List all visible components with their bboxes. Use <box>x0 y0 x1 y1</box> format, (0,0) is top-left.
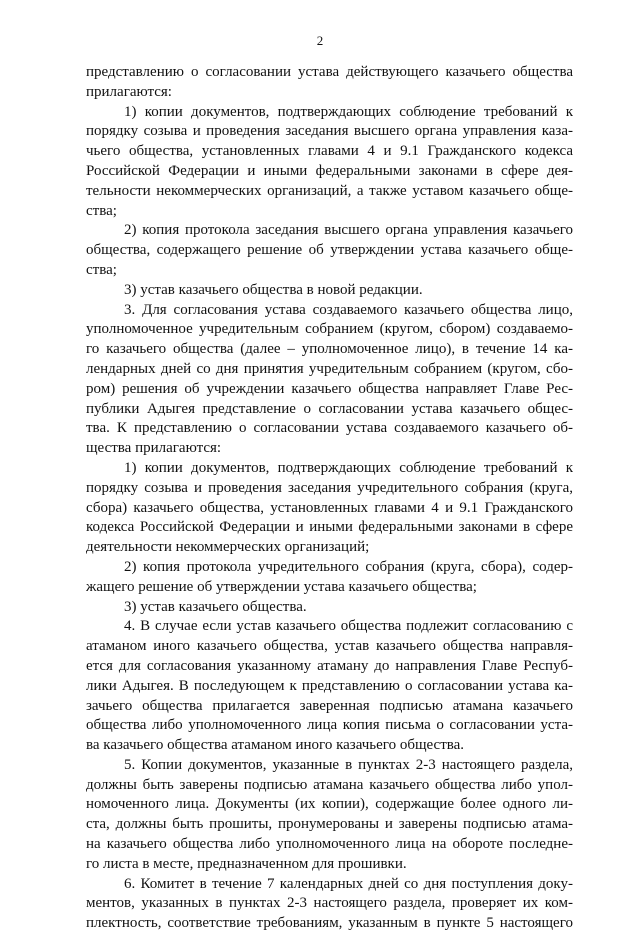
text-line: ментов, указанных в пунктах 2-3 настоящего раздела, проверяет их ком- <box>86 895 573 912</box>
text-line: 3) устав казачьего общества. <box>124 598 307 615</box>
text-line: публики Адыгея представление о согласовании устава казачьего общес- <box>86 400 573 417</box>
text-line: 1) копии документов, подтверждающих соблюдение требований к <box>124 459 573 476</box>
text-line: на казачьего общества либо уполномоченного лица на обороте последне- <box>86 836 573 853</box>
text-line: Российской Федерации и иными федеральными законами в сфере дея- <box>86 162 573 179</box>
text-line: чьего общества, установленных главами 4 и 9.1 Гражданского кодекса <box>86 143 573 160</box>
text-line: зачьего общества прилагается заверенная подписью атамана казачьего <box>86 697 573 714</box>
text-line: 2) копия протокола заседания высшего органа управления казачьего <box>124 222 573 239</box>
text-line: атаманом иного казачьего общества, устав казачьего общества направля- <box>86 638 573 655</box>
text-line: ства; <box>86 202 117 219</box>
text-line: тва. К представлению о согласовании устава создаваемого казачьего об- <box>86 420 573 437</box>
text-line: представлению о согласовании устава действующего казачьего общества <box>86 64 573 80</box>
text-line: лики Адыгея. В последующем к представлению о согласовании устава ка- <box>86 677 573 694</box>
text-line: деятельности некоммерческих организаций; <box>86 539 370 556</box>
text-line: 6. Комитет в течение 7 календарных дней со дня поступления доку- <box>124 875 573 892</box>
text-line: ва казачьего общества атаманом иного казачьего общества. <box>86 737 465 754</box>
text-line: ется для согласования указанному атаману до направления Главе Респуб- <box>86 657 573 674</box>
text-line: тельности некоммерческих организаций, а также уставом казачьего обще- <box>86 182 573 199</box>
text-line: 5. Копии документов, указанные в пунктах 2-3 настоящего раздела, <box>124 756 573 773</box>
text-line: сбора) казачьего общества, установленных главами 4 и 9.1 Гражданского <box>86 499 573 516</box>
document-body <box>86 63 573 934</box>
text-line: ства; <box>86 261 117 278</box>
text-line: 1) копии документов, подтверждающих соблюдение требований к <box>124 103 573 120</box>
text-line: уполномоченное учредительным собранием (кругом, сбором) создаваемо- <box>86 321 573 338</box>
page-number: 2 <box>316 33 324 48</box>
text-line: 3. Для согласования устава создаваемого казачьего общества лицо, <box>124 301 573 318</box>
text-line: ста, должны быть прошиты, пронумерованы и заверены подписью атама- <box>86 816 573 833</box>
text-line: го казачьего общества (далее – уполномоченное лицо), в течение 14 ка- <box>86 341 573 358</box>
text-line: общества, содержащего решение об утверждении устава казачьего обще- <box>86 242 573 259</box>
text-line: 4. В случае если устав казачьего общества подлежит согласованию с <box>124 618 573 635</box>
text-line: порядку созыва и проведения заседания учредительного собрания (круга, <box>86 479 573 496</box>
text-line: ром) решения об учреждении казачьего общества направляет Главе Рес- <box>86 380 573 397</box>
text-line: 3) устав казачьего общества в новой редакции. <box>124 281 423 298</box>
text-line: щества прилагаются: <box>86 440 222 457</box>
text-line: 2) копия протокола учредительного собрания (круга, сбора), содер- <box>124 558 573 575</box>
text-line: лендарных дней со дня принятия учредительным собранием (кругом, сбо- <box>86 360 573 377</box>
text-line: общества либо уполномоченного лица копия письма о согласовании уста- <box>86 717 573 734</box>
text-line: порядку созыва и проведения заседания высшего органа управления каза- <box>86 123 573 140</box>
text-line: жащего решение об утверждении устава казачьего общества; <box>86 578 477 595</box>
text-line: кодекса Российской Федерации и иными федеральными законами в сфере <box>86 519 573 536</box>
text-line: должны быть заверены подписью атамана казачьего общества либо упол- <box>86 776 573 793</box>
text-line: номоченного лица. Документы (их копии), содержащие более одного ли- <box>86 796 573 813</box>
text-line: прилагаются: <box>86 83 172 100</box>
text-line: го листа в месте, предназначенном для прошивки. <box>86 855 407 872</box>
text-line: плектность, соответствие требованиям, указанным в пункте 5 настоящего <box>86 915 573 932</box>
